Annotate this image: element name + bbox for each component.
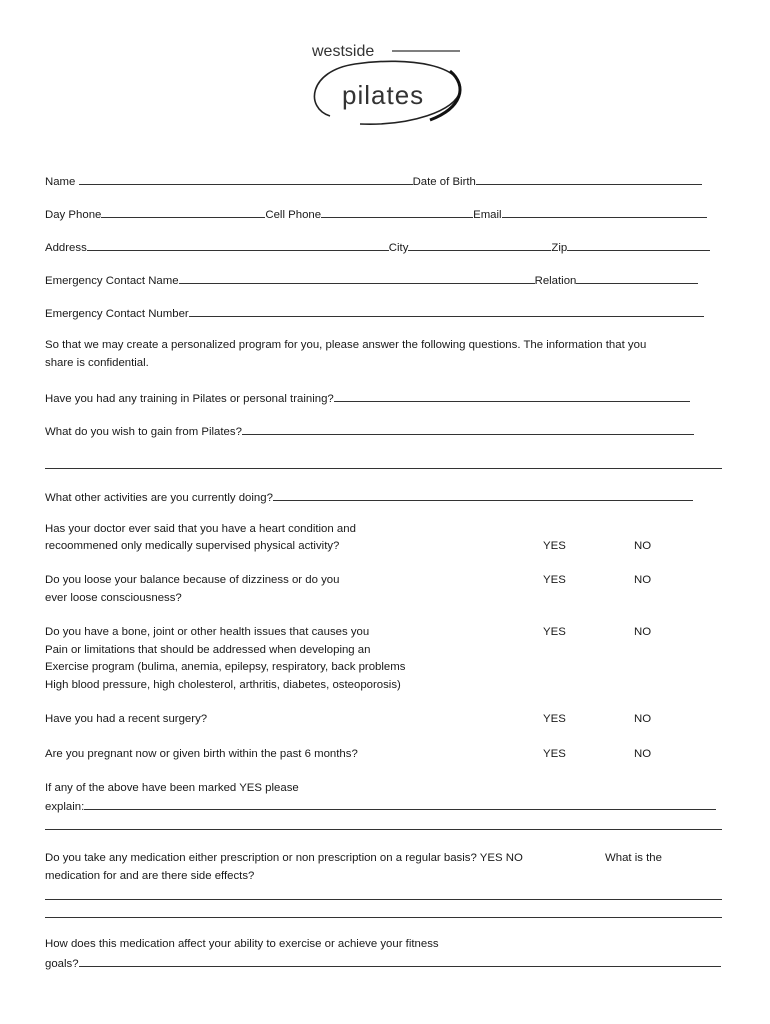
name-label: Name — [45, 176, 76, 188]
activities-question — [45, 488, 693, 507]
heart-question-line-1: Has your doctor ever said that you have a heart condition and — [45, 523, 356, 535]
logo-main-word: pilates — [342, 80, 425, 110]
email-label: Email — [473, 209, 502, 221]
balance-no-option[interactable]: NO — [634, 574, 652, 586]
gain-label: What do you wish to gain from Pilates? — [45, 426, 242, 438]
emergency-name-label: Emergency Contact Name — [45, 275, 179, 287]
emergency-name-field[interactable] — [179, 271, 535, 284]
zip-label: Zip — [551, 242, 568, 254]
intro-line-2: share is confidential. — [45, 357, 149, 369]
heart-no-option[interactable]: NO — [634, 540, 652, 552]
affect-label: goals? — [45, 958, 79, 970]
bone-question-line-4: High blood pressure, high cholesterol, arthritis, diabetes, osteoporosis) — [45, 679, 401, 691]
zip-field[interactable] — [567, 238, 710, 251]
emergency-number-label: Emergency Contact Number — [45, 308, 189, 320]
emergency-number-field[interactable] — [189, 304, 704, 317]
affect-field[interactable] — [79, 954, 721, 967]
address-row — [45, 238, 710, 257]
relation-field[interactable] — [576, 271, 698, 284]
name-field[interactable] — [79, 172, 413, 185]
email-field[interactable] — [502, 205, 707, 218]
westside-pilates-logo — [300, 36, 470, 128]
gain-extra-line[interactable] — [45, 468, 722, 469]
bone-question-line-3: Exercise program (bulima, anemia, epilepsy, respiratory, back problems — [45, 661, 406, 673]
address-field[interactable] — [87, 238, 389, 251]
address-label: Address — [45, 242, 87, 254]
medication-line-2[interactable] — [45, 917, 722, 918]
explain-row — [45, 797, 716, 816]
surgery-no-option[interactable]: NO — [634, 713, 652, 725]
emergency-row — [45, 271, 698, 290]
dob-field[interactable] — [476, 172, 702, 185]
pregnant-no-option[interactable]: NO — [634, 748, 652, 760]
medication-what-label: What is the — [605, 852, 662, 864]
city-field[interactable] — [408, 238, 551, 251]
cell-phone-field[interactable] — [321, 205, 473, 218]
gain-field[interactable] — [242, 422, 694, 435]
surgery-question: Have you had a recent surgery? — [45, 713, 208, 725]
medication-question-line-1: Do you take any medication either prescription or non prescription on a regular basis? YES NO — [45, 852, 523, 864]
name-row — [45, 172, 702, 191]
pregnant-yes-option[interactable]: YES — [543, 748, 566, 760]
heart-question-line-2: recoommened only medically supervised physical activity? — [45, 540, 340, 552]
bone-no-option[interactable]: NO — [634, 626, 652, 638]
day-phone-label: Day Phone — [45, 209, 102, 221]
bone-question-line-2: Pain or limitations that should be addressed when developing an — [45, 644, 371, 656]
medication-line-1[interactable] — [45, 899, 722, 900]
activities-label: What other activities are you currently doing? — [45, 492, 273, 504]
logo-top-word: westside — [312, 43, 375, 60]
training-field[interactable] — [334, 389, 690, 402]
heart-yes-option[interactable]: YES — [543, 540, 566, 552]
pregnant-question: Are you pregnant now or given birth within the past 6 months? — [45, 748, 358, 760]
affect-question-line-1: How does this medication affect your ability to exercise or achieve your fitness — [45, 938, 439, 950]
affect-row — [45, 954, 721, 973]
dob-label: Date of Birth — [412, 176, 476, 188]
gain-question — [45, 422, 694, 441]
city-label: City — [388, 242, 409, 254]
explain-extra-line[interactable] — [45, 829, 722, 830]
balance-yes-option[interactable]: YES — [543, 574, 566, 586]
cell-phone-label: Cell Phone — [265, 209, 322, 221]
bone-question-line-1: Do you have a bone, joint or other health issues that causes you — [45, 626, 370, 638]
relation-label: Relation — [534, 275, 577, 287]
explain-line-1: If any of the above have been marked YES please — [45, 782, 299, 794]
balance-question-line-2: ever loose consciousness? — [45, 592, 182, 604]
emergency-number-row — [45, 304, 704, 323]
training-label: Have you had any training in Pilates or personal training? — [45, 393, 334, 405]
training-question — [45, 389, 690, 408]
phone-row — [45, 205, 707, 224]
explain-field[interactable] — [84, 797, 716, 810]
surgery-yes-option[interactable]: YES — [543, 713, 566, 725]
bone-yes-option[interactable]: YES — [543, 626, 566, 638]
medication-question-line-2: medication for and are there side effects? — [45, 870, 255, 882]
intro-line-1: So that we may create a personalized program for you, please answer the following questions. The information that you — [45, 339, 647, 351]
explain-label: explain: — [45, 801, 85, 813]
activities-field[interactable] — [273, 488, 693, 501]
day-phone-field[interactable] — [101, 205, 265, 218]
balance-question-line-1: Do you loose your balance because of dizziness or do you — [45, 574, 340, 586]
